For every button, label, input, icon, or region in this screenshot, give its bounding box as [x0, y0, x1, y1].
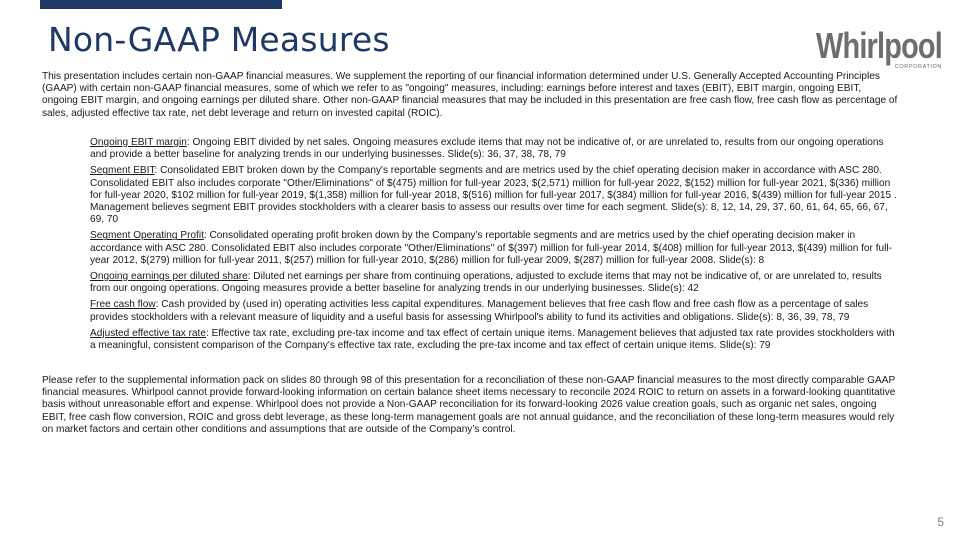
definition-item — [90, 230, 898, 267]
definition-text: : Diluted net earnings per share from continuing operations, adjusted to exclude items that may not be indicative of, or are unrelated to, results from our ongoing operations. Ongoing measures provide a better baseline for analyzing trends in our underlying businesses. Slide(s): 42 — [90, 271, 882, 295]
definition-text: : Ongoing EBIT divided by net sales. Ongoing measures exclude items that may not be indicative of, or are unrelated to, results from our ongoing operations and provide a better baseline for analyzing trends in our underlying businesses. Slide(s): 36, 37, 38, 78, 79 — [90, 137, 884, 161]
definition-text: : Effective tax rate, excluding pre-tax income and tax effect of certain unique items. Management believes that adjusted tax rate provides stockholders with a meaningful, consistent comparison of the Company's effective tax rate, excluding the pre-tax income and tax effect of certain unique items. Slide(s): 79 — [90, 327, 895, 352]
page-number: 5 — [937, 515, 944, 529]
definition-text: : Cash provided by (used in) operating activities less capital expenditures. Management believes that free cash flow and free cash flow as a percentage of sales provides stockholders with a relevant measure of liquidity and a useful basis for assessing Whirlpool's ability to fund its activities and obligations. Slide(s): 8, 36, 39, 78, 79 — [90, 299, 869, 323]
definition-term: Adjusted effective tax rate — [90, 327, 206, 339]
definition-term: Segment EBIT — [90, 165, 155, 177]
definition-text: : Consolidated operating profit broken down by the Company’s reportable segments and are metrics used by the chief operating decision maker in accordance with ASC 280. Consolidated EBIT also includes corporate "Other/Eliminations" of $(397) million for full-year 2014, $(408) million for full-year 2013, $(439) million for full-year 2012, $(279) million for full-year 2011, $(257) million for full-year 2010, $(286) million for full-year 2009, $(287) million for full-year 2008. Slide(s): 8 — [90, 230, 892, 266]
intro-paragraph: This presentation includes certain non-GAAP financial measures. We supplement the reporting of our financial information determined under U.S. Generally Accepted Accounting Principles (GAAP) with certain non-GAAP financial measures, some of which we refer to as "ongoing" measures, including: earnings before interest and taxes (EBIT), EBIT margin, ongoing EBIT, ongoing EBIT margin, and ongoing earnings per diluted share. Other non-GAAP financial measures that may be included in this presentation are free cash flow, free cash flow as percentage of sales, adjusted effective tax rate, net debt leverage and return on invested capital (ROIC). — [42, 71, 898, 119]
definition-item — [90, 328, 898, 352]
definition-term: Ongoing earnings per diluted share — [90, 271, 248, 283]
svg-text:CORPORATION: CORPORATION — [894, 64, 942, 70]
definition-term: Free cash flow — [90, 299, 156, 311]
definition-term: Segment Operating Profit — [90, 230, 204, 242]
whirlpool-logo — [816, 26, 944, 72]
closing-paragraph: Please refer to the supplemental information pack on slides 80 through 98 of this presentation for a reconciliation of these non-GAAP financial measures to the most directly comparable GAAP financial measures. Whirlpool cannot provide forward-looking information on certain balance sheet items necessary to reconcile 2024 ROIC to return on assets in a forward-looking quantitative basis without unreasonable effort and expense. Whirlpool does not provide a Non-GAAP reconciliation for its forward-looking 2026 value creation goals, such as organic net sales, ongoing EBIT, free cash flow conversion, ROIC and gross debt leverage, as these long-term management goals are not annual guidance, and the reconciliation of these long-term measures would rely on market factors and certain other conditions and assumptions that are outside of the Company’s control. — [42, 375, 896, 435]
definition-term: Ongoing EBIT margin — [90, 137, 187, 148]
definition-item — [90, 137, 898, 161]
svg-text:Whirlpool: Whirlpool — [816, 26, 942, 66]
definitions-list — [90, 137, 898, 356]
definition-item — [90, 299, 898, 323]
definition-item — [90, 165, 898, 226]
definition-item — [90, 271, 898, 295]
top-accent-bar — [40, 0, 282, 9]
slide-title: Non-GAAP Measures — [48, 20, 390, 59]
definition-text: : Consolidated EBIT broken down by the Company's reportable segments and are metrics used by the chief operating decision maker in accordance with ASC 280. Consolidated EBIT also includes corporate "Other/Eliminations" of $(475) million for full-year 2023, $(2,571) million for full-year 2022, $(152) million for full-year 2021, $(336) million for full-year 2020, $102 million for full-year 2019, $(1,358) million for full-year 2018, $(516) million for full-year 2017, $(384) million for full-year 2016, $(439) million for full-year 2015 . Management believes segment EBIT provides stockholders with a clearer basis to assess our results over time for each segment. Slide(s): 8, 12, 14, 29, 37, 60, 61, 64, 65, 66, 67, 69, 70 — [90, 165, 897, 226]
